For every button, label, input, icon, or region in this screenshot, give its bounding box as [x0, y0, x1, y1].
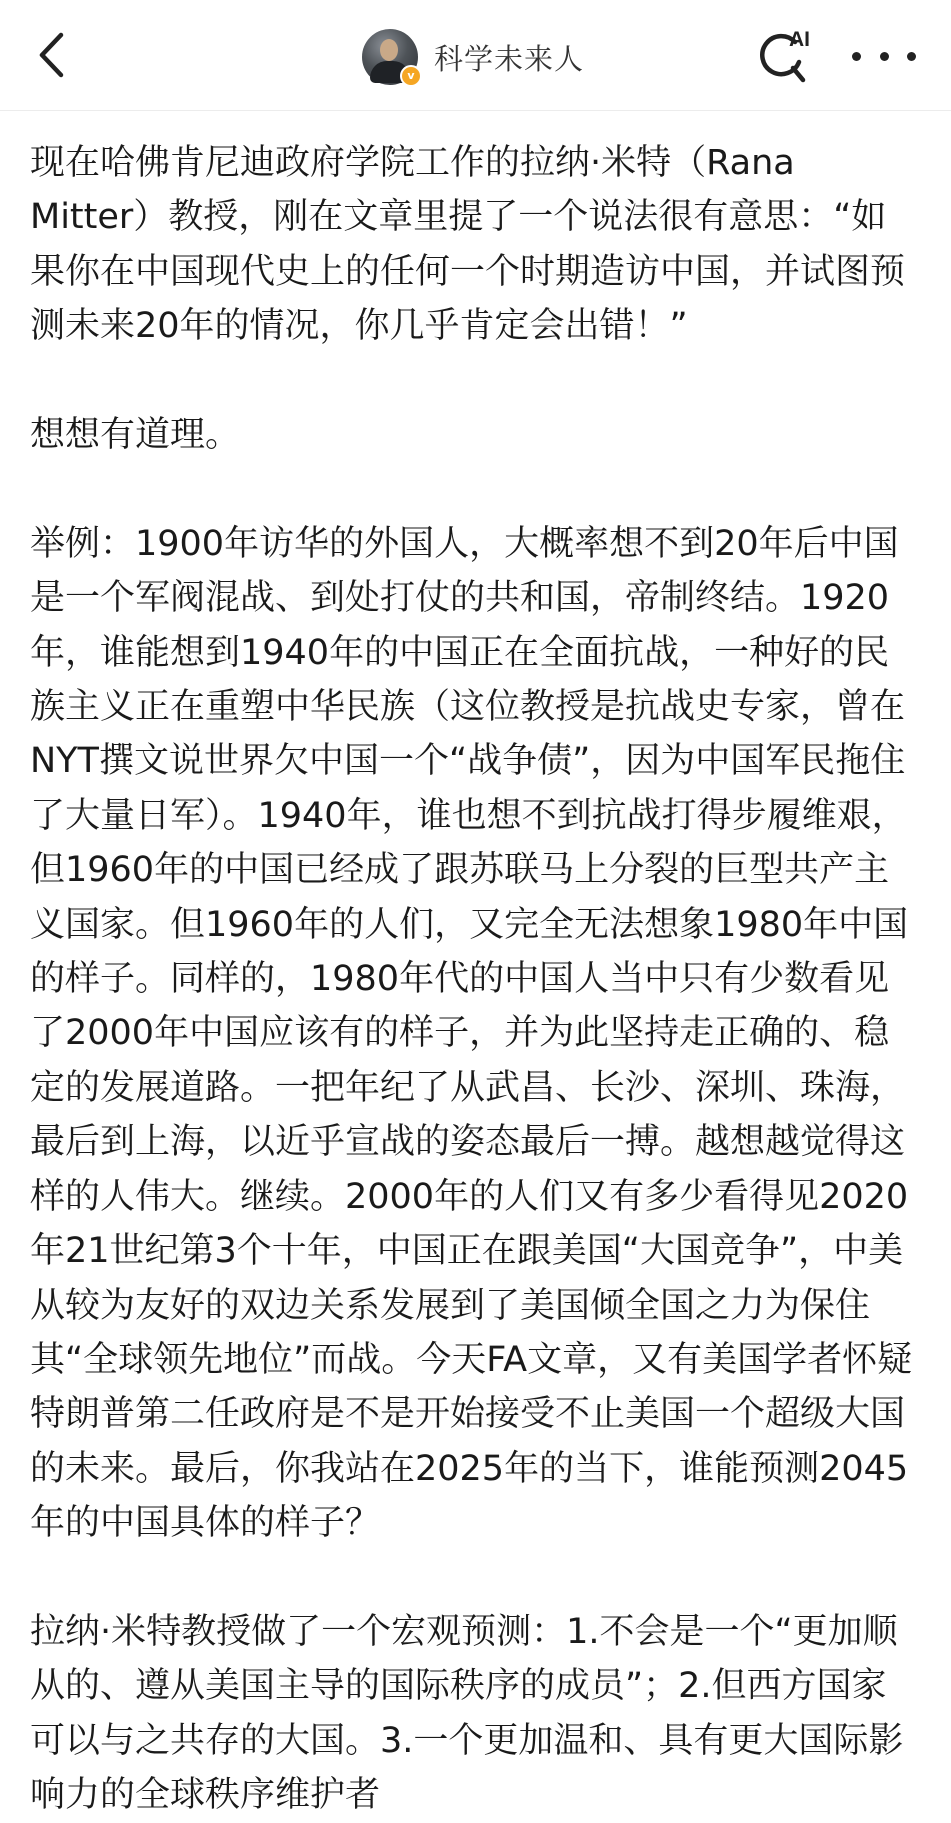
verified-badge-icon: v: [400, 65, 422, 87]
paragraph-spacer: [30, 1551, 920, 1605]
ai-badge: AI: [789, 28, 810, 51]
avatar-face: [380, 39, 398, 61]
chevron-left-icon: [37, 31, 67, 79]
post-body: [30, 136, 920, 1823]
more-dot: [907, 52, 916, 61]
ai-search-icon: [755, 26, 821, 88]
more-horizontal-icon: [852, 52, 861, 61]
author-info[interactable]: [362, 28, 584, 86]
post-paragraph: 拉纳·米特教授做了一个宏观预测：1.不会是一个“更加顺从的、遵从美国主导的国际秩序的成员”；2.但西方国家可以与之共存的大国。3.一个更加温和、具有更大国际影响力的全球秩序维护者: [30, 1611, 904, 1816]
author-name[interactable]: 科学未来人: [434, 41, 585, 76]
post-paragraph: 现在哈佛肯尼迪政府学院工作的拉纳·米特（Rana Mitter）教授，刚在文章里提了一个说法很有意思：“如果你在中国现代史上的任何一个时期造访中国，并试图预测未来20年的情况，你几乎肯定会出错！”: [30, 143, 906, 347]
paragraph-spacer: [30, 354, 920, 408]
avatar[interactable]: [362, 29, 418, 85]
ai-search-button[interactable]: [755, 26, 821, 88]
post-paragraph: 举例：1900年访华的外国人，大概率想不到20年后中国是一个军阀混战、到处打仗的共和国，帝制终结。1920年，谁能想到1940年的中国正在全面抗战，一种好的民族主义正在重塑中华民族（这位教授是抗战史专家，曾在NYT撰文说世界欠中国一个“战争债”，因为中国军民拖住了大量日军）。1940年，谁也想不到抗战打得步履维艰，但1960年的中国已经成了跟苏联马上分裂的巨型共产主义国家。但1960年的人们，又完全无法想象1980年中国的样子。同样的，1980年代的中国人当中只有少数看见了2000年中国应该有的样子，并为此坚持走正确的、稳定的发展道路。一把年纪了从武昌、长沙、深圳、珠海，最后到上海，以近乎宣战的姿态最后一搏。越想越觉得这样的人伟大。继续。2000年的人们又有多少看得见2020年21世纪第3个十年，中国正在跟美国“大国竞争”，中美从较为友好的双边关系发展到了美国倾全国之力为保住其“全球领先地位”而战。今天FA文章，又有美国学者怀疑特朗普第二任政府是不是开始接受不止美国一个超级大国的未来。最后，你我站在2025年的当下，谁能预测2045年的中国具体的样子？: [30, 523, 913, 1544]
paragraph-spacer: [30, 462, 920, 516]
back-button[interactable]: [22, 22, 82, 88]
more-options-button[interactable]: [852, 36, 916, 76]
post-paragraph: 想想有道理。: [30, 415, 241, 456]
more-dot: [880, 52, 889, 61]
top-nav-bar: [0, 0, 951, 111]
